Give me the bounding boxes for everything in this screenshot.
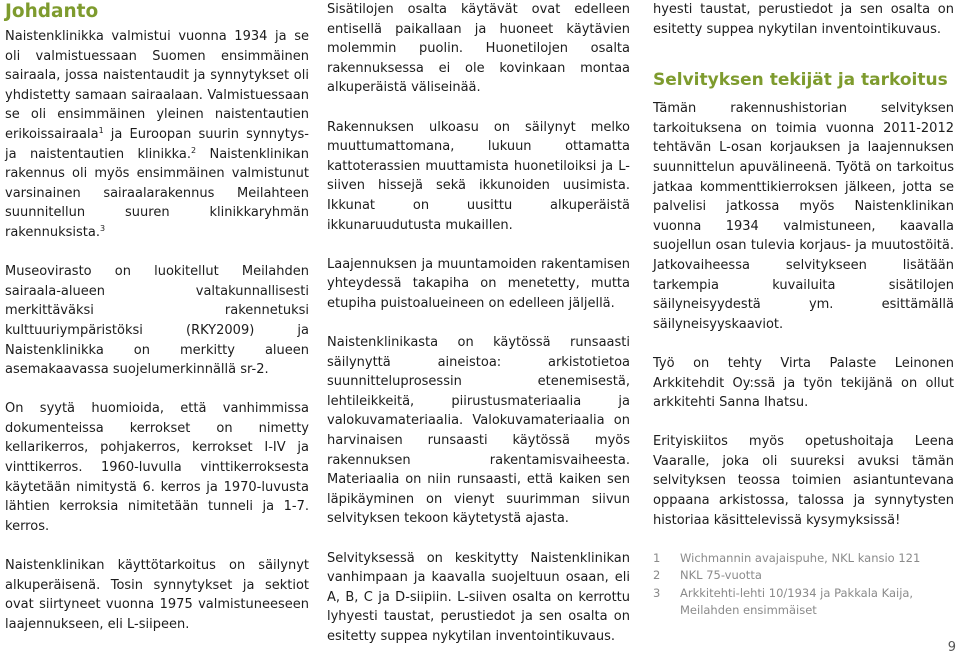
footnote-number: 1 — [653, 550, 661, 565]
paragraph-text: Naistenklinikan rakennus oli myös ensimmäinen valmistunut varsinainen sairaalarakennus Meilahteen suunnitellun suuren klinikkaryhmän rakennuksista. — [5, 146, 309, 240]
paragraph: Rakennuksen ulkoasu on säilynyt melko muuttumattomana, lukuun ottamatta kattoterassien muuttamista huonetiloiksi ja L-siiven hissejä sekä ikkunoiden uusimista. Ikkunat on uusittu alkuperäistä ikkunaruudutusta mukaillen. — [327, 119, 630, 233]
column-3 — [653, 0, 954, 620]
footnote-number: 2 — [653, 568, 661, 583]
paragraph: Museovirasto on luokitellut Meilahden sairaala-alueen valtakunnallisesti merkittäväksi rakennetuksi kulttuuriympäristöksi (RKY2009) ja Naistenklinikka on merkitty alueen asemakaavassa suojelumerkinnällä sr-2. — [5, 264, 309, 378]
paragraph: On syytä huomioida, että vanhimmissa dokumenteissa kerrokset on nimetty kellarikerros, pohjakerros, kerrokset I-IV ja vinttikerros. 1960-luvulla vinttikerroksesta käytetään nimitystä 6. kerros ja 1970-luvusta lähtien kerroksia nimitetään tunneli ja 1-7. kerros. — [5, 401, 309, 534]
paragraph — [5, 27, 309, 243]
footnote-ref: 2 — [191, 145, 197, 155]
page-number: 9 — [947, 640, 956, 655]
paragraph-text: Naistenklinikka valmistui vuonna 1934 ja se oli valmistuessaan Suomen ensimmäinen sairaala, jossa naistentaudit ja synnytykset oli yhdistetty samaan sairaalaan. Valmistuessaan se oli ensimmäinen yleinen naistentautien erikoissairaala — [5, 29, 309, 142]
paragraph-continued: hyesti taustat, perustiedot ja sen osalta on esitetty suppea nykytilan inventointikuvaus. — [653, 2, 954, 37]
paragraph-text: ja Euroopan suurin synnytys- ja naistentautien klinikka. — [5, 126, 309, 162]
footnote-number: 3 — [653, 585, 661, 600]
paragraph: Sisätilojen osalta käytävät ovat edelleen entisellä paikallaan ja huoneet käytävien molemmin puolin. Huonetilojen osalta rakennuksessa ei ole kovinkaan montaa alkuperäistä väliseinää. — [327, 2, 630, 96]
column-2 — [327, 0, 630, 666]
column-1 — [5, 0, 309, 654]
paragraph: Naistenklinikan käyttötarkoitus on säilynyt alkuperäisenä. Tosin synnytykset ja sektiot ovat siirtyneet vuonna 1975 valmistuneeseen laajennukseen, eli L-siipeen. — [5, 558, 309, 632]
paragraph: Naistenklinikasta on käytössä runsaasti säilynyttä aineistoa: arkistotietoa suunnitteluprosessin etenemisestä, lehtileikkeitä, piirustusmateriaalia ja valokuvamateriaalia. Valokuvamateriaalia on harvinaisen runsaasti käytössä myös rakennuksen rakentamisvaiheesta. Materiaalia on niin runsaasti, että kaiken sen läpikäyminen on vienyt suurimman siivun selvityksen tekoon käytetystä ajasta. — [327, 335, 630, 527]
paragraph: Tämän rakennushistorian selvityksen tarkoituksena on toimia vuonna 2011-2012 tehtävän L-osan korjauksen ja laajennuksen suunnittelun apuvälineenä. Työtä on tarkoitus jatkaa kommenttikierroksen jälkeen, jotta se palvelisi jatkossa myös Naistenklinikan vuonna 1934 valmistuneen, kaavalla suojellun osan tulevia korjaus- ja muutostöitä. Jatkovaiheessa selvitykseen lisätään tarkempia kuvailuita sisätilojen säilyneisyydestä ym. esittämällä säilyneisyyskaaviot. — [653, 101, 954, 332]
paragraph: Erityiskiitos myös opetushoitaja Leena Vaaralle, joka oli suureksi avuksi tämän selvityksen teossa toimien asiantuntevana oppaana arkistossa, talossa ja synnytysten historiaa käsittelevissä kysymyksissä! — [653, 434, 954, 528]
footnote-text: Arkkitehti-lehti 10/1934 ja Pakkala Kaija, Meilahden ensimmäiset — [680, 585, 914, 618]
section-heading-selvityksen-tekijat: Selvityksen tekijät ja tarkoitus — [653, 70, 948, 91]
footnote-ref: 1 — [98, 125, 104, 135]
footnote-ref: 3 — [99, 223, 106, 233]
footnote-text: Wichmannin avajaispuhe, NKL kansio 121 — [680, 550, 921, 565]
paragraph: Selvityksessä on keskitytty Naistenklinikan vanhimpaan ja kaavalla suojeltuun osaan, eli A, B, C ja D-siipiin. L-siiven osalta on kerrottu lyhyesti taustat, perustiedot ja sen osalta on esitetty suppea nykytilan inventointikuvaus. — [327, 550, 630, 644]
footnote — [653, 585, 954, 620]
footnote — [653, 550, 954, 568]
footnote-text: NKL 75-vuotta — [680, 568, 762, 583]
paragraph: Työ on tehty Virta Palaste Leinonen Arkkitehdit Oy:ssä ja työn tekijänä on ollut arkkitehti Sanna Ihatsu. — [653, 355, 954, 411]
section-heading-johdanto: Johdanto — [5, 1, 99, 22]
footnote — [653, 567, 954, 585]
paragraph: Laajennuksen ja muuntamoiden rakentamisen yhteydessä takapiha on menetetty, mutta etupiha puistoalueineen on edelleen jäljellä. — [327, 256, 630, 311]
footnotes — [653, 550, 954, 620]
